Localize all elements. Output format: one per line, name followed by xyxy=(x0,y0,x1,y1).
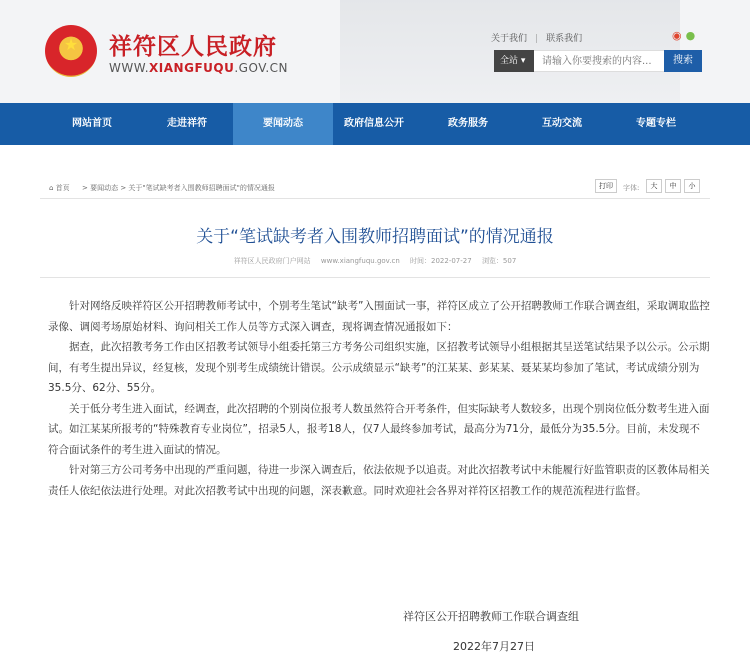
social-icons xyxy=(672,29,695,42)
breadcrumb-trail[interactable]: > 要闻动态 > 关于"笔试缺考者入围教师招聘面试"的情况通报 xyxy=(82,184,275,192)
search-button[interactable]: 搜索 xyxy=(664,50,702,72)
article-url: www.xiangfuqu.gov.cn xyxy=(320,257,400,265)
breadcrumb-home[interactable]: ⌂ 首页 xyxy=(49,184,70,192)
site-title[interactable]: 祥符区人民政府 xyxy=(109,34,277,60)
article-source: 祥符区人民政府门户网站 xyxy=(233,257,311,265)
nav-item-info-disclosure[interactable]: 政府信息公开 xyxy=(344,118,404,129)
nav-item-interaction[interactable]: 互动交流 xyxy=(542,118,582,129)
search-scope-select[interactable]: 全站 ▾ xyxy=(494,50,534,72)
nav-item-topics[interactable]: 专题专栏 xyxy=(636,118,676,129)
separator: | xyxy=(535,34,539,44)
breadcrumb xyxy=(40,175,710,199)
contact-us-link[interactable]: 联系我们 xyxy=(546,34,583,44)
main-nav xyxy=(0,103,750,145)
article-paragraph: 针对网络反映祥符区公开招聘教师考试中，个别考生笔试“缺考”入围面试一事，祥符区成立了公开招聘教师工作联合调查组，采取调取监控录像、调阅考场原始材料、询问相关工作人员等方式深入调查，现将调查情况通报如下： xyxy=(48,300,710,333)
font-medium-button[interactable]: 中 xyxy=(665,179,681,193)
article-paragraph: 关于低分考生进入面试，经调查，此次招聘的个别岗位报考人数虽然符合开考条件，但实际缺考人数较多，出现个别岗位低分数考生进入面试。如江某某所报考的“特殊教育专业岗位”，招录5人，报考18人，仅7人最终参加考试，最高分为71分，最低分为35.5分。目前，未发现不符合面试条件的考生进入面试的情况。 xyxy=(48,402,710,456)
weibo-icon[interactable]: ◉ xyxy=(672,29,682,42)
font-small-button[interactable]: 小 xyxy=(684,179,700,193)
site-header xyxy=(0,0,750,103)
article-views: 浏览：507 xyxy=(481,257,517,265)
nav-item-home[interactable]: 网站首页 xyxy=(72,118,112,129)
article-paragraph: 据查，此次招教考务工作由区招教考试领导小组委托第三方考务公司组织实施，区招教考试领导小组根据其呈送笔试结果予以公示。公示期间，有考生提出异议，经复核，发现个别考生成绩统计错误。公示成绩显示“缺考”的江某某、彭某某、聂某某均参加了笔试，考试成绩分别为35.5分、62分、55分。 xyxy=(48,341,710,394)
site-domain: WWW.XIANGFUQU.GOV.CN xyxy=(109,61,289,75)
article-time: 时间：2022-07-27 xyxy=(410,257,472,265)
signature-org: 祥符区公开招聘教师工作联合调查组 xyxy=(403,610,579,623)
article-title: 关于“笔试缺考者入围教师招聘面试”的情况通报 xyxy=(196,227,554,247)
divider xyxy=(40,277,710,278)
nav-item-news[interactable]: 要闻动态 xyxy=(233,103,333,145)
nav-item-services[interactable]: 政务服务 xyxy=(448,118,488,129)
about-us-link[interactable]: 关于我们 xyxy=(491,34,528,44)
font-size-label: 字体: xyxy=(623,184,640,192)
font-large-button[interactable]: 大 xyxy=(646,179,662,193)
national-emblem-icon: ★ xyxy=(45,25,97,77)
top-links xyxy=(491,31,590,44)
nav-item-about[interactable]: 走进祥符 xyxy=(167,118,207,129)
article-paragraph: 针对第三方公司考务中出现的严重问题，待进一步深入调查后，依法依规予以追责。对此次招教考试中未能履行好监管职责的区教体局相关责任人依纪依法进行处理。对此次招教考试中出现的问题，深表歉意。同时欢迎社会各界对祥符区招教工作的规范流程进行监督。 xyxy=(48,464,710,497)
article-meta xyxy=(0,256,750,266)
search-input[interactable] xyxy=(538,50,662,72)
signature-date: 2022年7月27日 xyxy=(453,640,535,653)
article-body xyxy=(48,296,710,501)
wechat-icon[interactable]: ● xyxy=(685,29,696,42)
print-button[interactable]: 打印 xyxy=(595,179,617,193)
